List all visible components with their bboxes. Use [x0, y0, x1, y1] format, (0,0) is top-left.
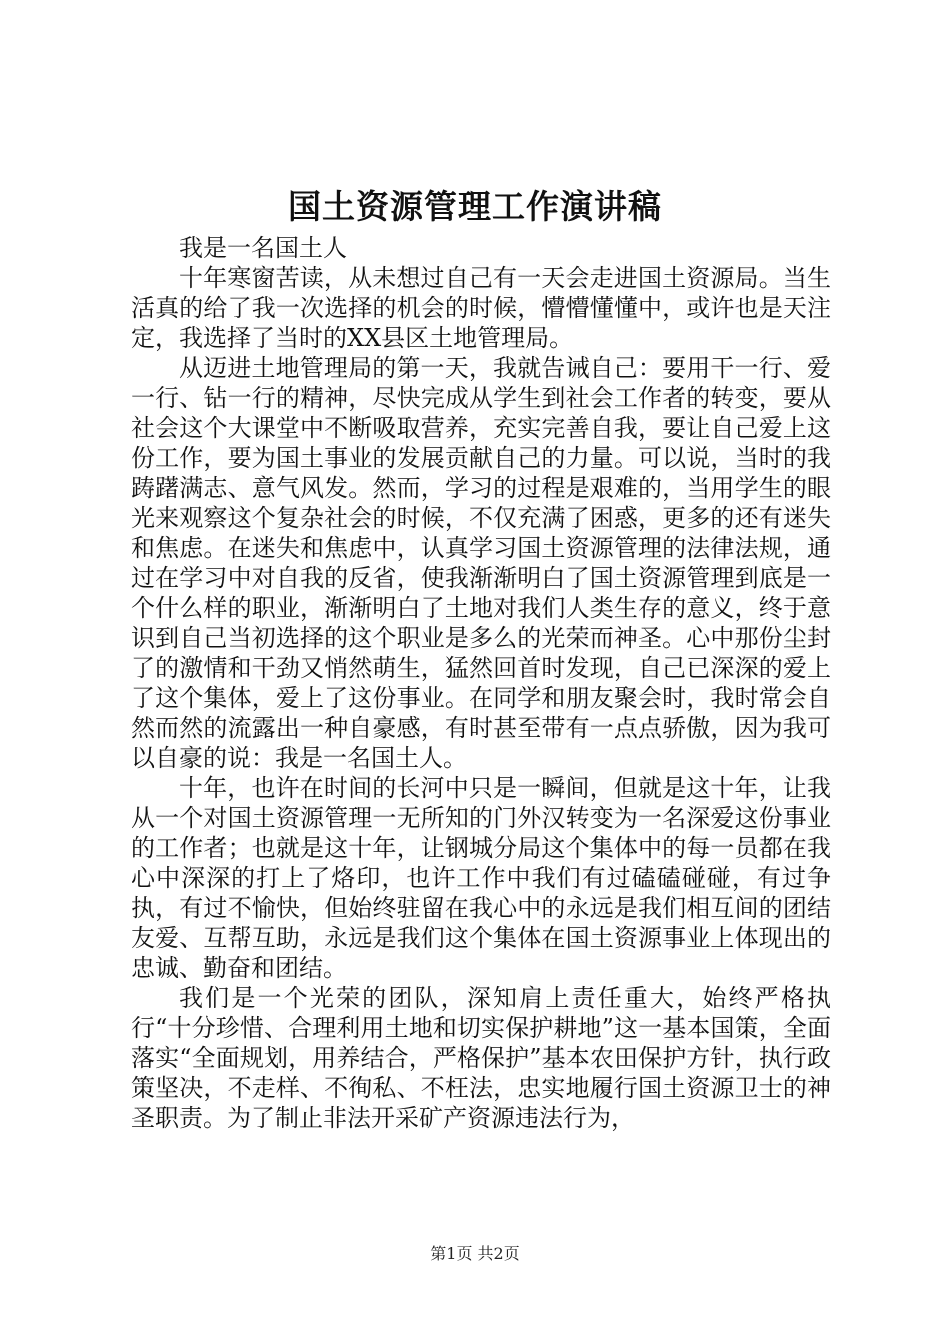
document-title: 国土资源管理工作演讲稿	[288, 187, 662, 226]
paragraph-1: 我是一名国土人	[179, 234, 347, 262]
paragraph-4: 十年，也许在时间的长河中只是一瞬间，但就是这十年，让我从一个对国土资源管理一无所知的门外汉转变为一名深爱这份事业的工作者；也就是这十年，让钢城分局这个集体中的每一员都在我心中深深的打上了烙印，也许工作中我们有过磕磕碰碰，有过争执，有过不愉快，但始终驻留在我心中的永远是我们相互间的团结友爱、互帮互助，永远是我们这个集体在国土资源事业上体现出的忠诚、勤奋和团结。	[131, 774, 831, 982]
page-number-footer: 第1页 共2页	[430, 1244, 520, 1263]
paragraph-5: 我们是一个光荣的团队，深知肩上责任重大，始终严格执行“十分珍惜、合理利用土地和切实保护耕地”这一基本国策，全面落实“全面规划，用养结合，严格保护”基本农田保护方针，执行政策坚决，不走样、不徇私、不枉法，忠实地履行国土资源卫士的神圣职责。为了制止非法开采矿产资源违法行为，	[131, 984, 831, 1132]
paragraph-2: 十年寒窗苦读，从未想过自己有一天会走进国土资源局。当生活真的给了我一次选择的机会的时候，懵懵懂懂中，或许也是天注定，我选择了当时的XX县区土地管理局。	[131, 264, 831, 352]
document-body	[131, 233, 831, 1133]
paragraph-3: 从迈进土地管理局的第一天，我就告诫自己：要用干一行、爱一行、钻一行的精神，尽快完成从学生到社会工作者的转变，要从社会这个大课堂中不断吸取营养，充实完善自我，要让自己爱上这份工作，要为国土事业的发展贡献自己的力量。可以说，当时的我踌躇满志、意气风发。然而，学习的过程是艰难的，当用学生的眼光来观察这个复杂社会的时候，不仅充满了困惑，更多的还有迷失和焦虑。在迷失和焦虑中，认真学习国土资源管理的法律法规，通过在学习中对自我的反省，使我渐渐明白了国土资源管理到底是一个什么样的职业，渐渐明白了土地对我们人类生存的意义，终于意识到自己当初选择的这个职业是多么的光荣而神圣。心中那份尘封了的激情和干劲又悄然萌生，猛然回首时发现，自己已深深的爱上了这个集体，爱上了这份事业。在同学和朋友聚会时，我时常会自然而然的流露出一种自豪感，有时甚至带有一点点骄傲，因为我可以自豪的说：我是一名国土人。	[131, 354, 831, 772]
